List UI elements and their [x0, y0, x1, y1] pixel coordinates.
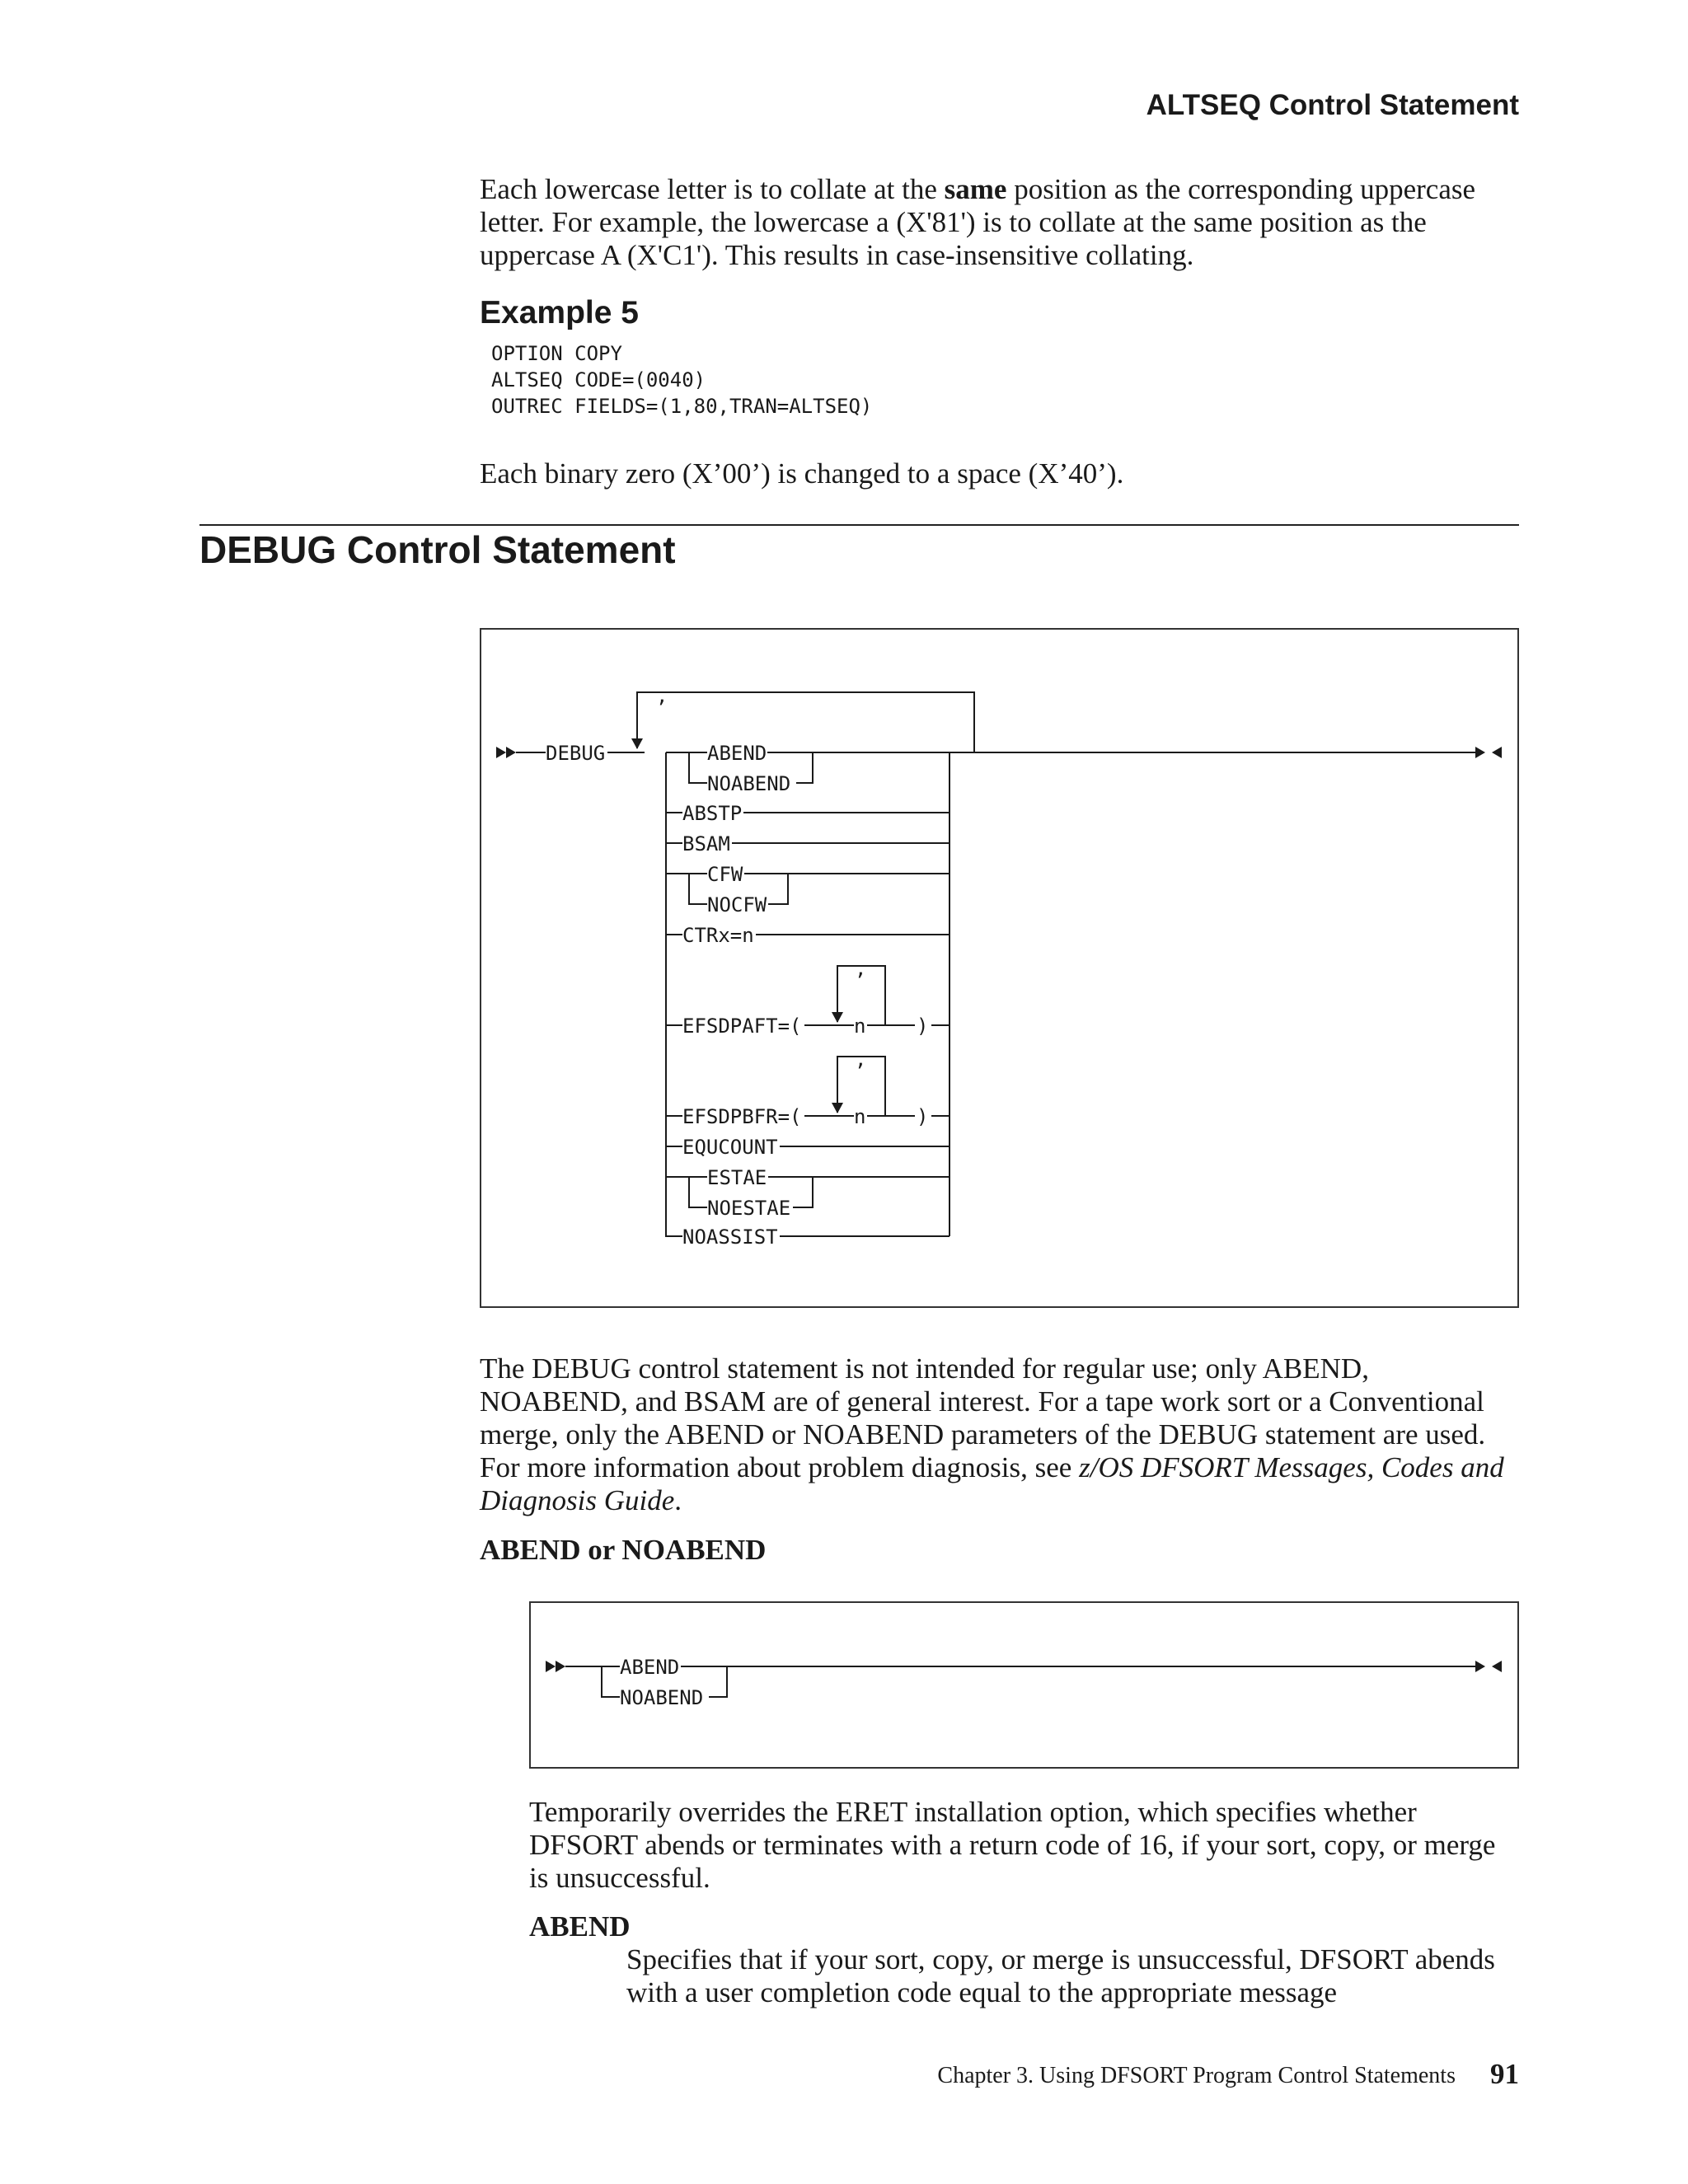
option-ctrx: CTRx=n [682, 924, 754, 947]
page-number: 91 [1490, 2058, 1519, 2090]
option-nocfw: NOCFW [707, 893, 767, 916]
intro-bold-word: same [944, 173, 1007, 205]
end-arrow [1492, 747, 1502, 758]
start-arrow [496, 747, 506, 758]
running-header: ALTSEQ Control Statement [1146, 89, 1519, 121]
referenced-publication: z/OS DFSORT Messages, Codes and Diagnosis Guide [480, 1451, 1504, 1516]
option-efsdpaft: EFSDPAFT=( [682, 1015, 802, 1038]
repeat-separator: , [656, 684, 668, 707]
option-equcount: EQUCOUNT [682, 1136, 778, 1159]
efsdpbfr-close: ) [917, 1105, 929, 1128]
abend-subheading: ABEND or NOABEND [480, 1534, 767, 1566]
section-divider [199, 524, 1519, 526]
option-abstp: ABSTP [682, 802, 743, 825]
debug-syntax-diagram [481, 630, 1517, 1306]
example-code [491, 340, 872, 419]
abend-syntax-diagram [531, 1603, 1517, 1767]
start-arrow [556, 1661, 565, 1672]
abend-description: Temporarily overrides the ERET installation option, which specifies whether DFSORT abends or terminates with a return code of 16, if your sort, copy, or merge is unsuccessful. [529, 1796, 1496, 1894]
repeat-arrow [832, 1103, 843, 1113]
efsdpaft-close: ) [917, 1015, 929, 1038]
code-line: ALTSEQ CODE=(0040) [491, 368, 706, 391]
abend-term-definition: Specifies that if your sort, copy, or merge is unsuccessful, DFSORT abends with a user completion code equal to the appropriate message [626, 1943, 1495, 2008]
intro-text-2: position as the corresponding uppercase letter. For example, the lowercase a (X'81') is to collate at the same position as the uppercase A (X'C1'). This results in case-insensitive collating. [480, 173, 1476, 271]
option-efsdpbfr: EFSDPBFR=( [682, 1105, 802, 1128]
diagram-abend: ABEND [620, 1656, 680, 1679]
option-estae: ESTAE [707, 1166, 767, 1189]
example-heading: Example 5 [480, 295, 639, 330]
debug-description [480, 1352, 1520, 1517]
option-noassist: NOASSIST [682, 1226, 778, 1249]
description-text: The DEBUG control statement is not intended for regular use; only ABEND, NOABEND, and BSAM are of general interest. For a tape work sort or a Conventional merge, only the ABEND or NOABEND parameters of the DEBUG statement are used. For more information about problem diagnosis, see [480, 1352, 1486, 1483]
section-title: DEBUG Control Statement [199, 528, 676, 571]
intro-paragraph [480, 173, 1518, 272]
start-arrow [506, 747, 516, 758]
efsdpbfr-n: n [854, 1105, 866, 1128]
diagram-noabend: NOABEND [620, 1686, 704, 1709]
code-line: OUTREC FIELDS=(1,80,TRAN=ALTSEQ) [491, 395, 873, 418]
efsdpaft-n: n [854, 1015, 866, 1038]
option-cfw: CFW [707, 863, 743, 886]
repeat-arrow [832, 1012, 843, 1023]
description-end: . [674, 1484, 682, 1516]
abend-term: ABEND [529, 1910, 631, 1943]
end-arrow [1475, 747, 1485, 758]
debug-syntax-diagram-box [480, 628, 1519, 1308]
option-noabend: NOABEND [707, 772, 791, 795]
end-arrow [1475, 1661, 1485, 1672]
debug-keyword: DEBUG [546, 742, 606, 765]
footer-chapter: Chapter 3. Using DFSORT Program Control Statements [937, 2063, 1456, 2088]
code-line: OPTION COPY [491, 342, 622, 365]
example-result: Each binary zero (X’00’) is changed to a space (X’40’). [480, 457, 1124, 490]
option-bsam: BSAM [682, 832, 730, 855]
end-arrow [1492, 1661, 1502, 1672]
intro-text-1: Each lowercase letter is to collate at the [480, 173, 945, 205]
start-arrow [546, 1661, 556, 1672]
option-abend: ABEND [707, 742, 767, 765]
repeat-arrow [631, 738, 643, 749]
efsdpaft-separator: , [855, 957, 867, 980]
abend-syntax-diagram-box [529, 1601, 1519, 1769]
option-noestae: NOESTAE [707, 1197, 791, 1220]
efsdpbfr-separator: , [855, 1047, 867, 1071]
